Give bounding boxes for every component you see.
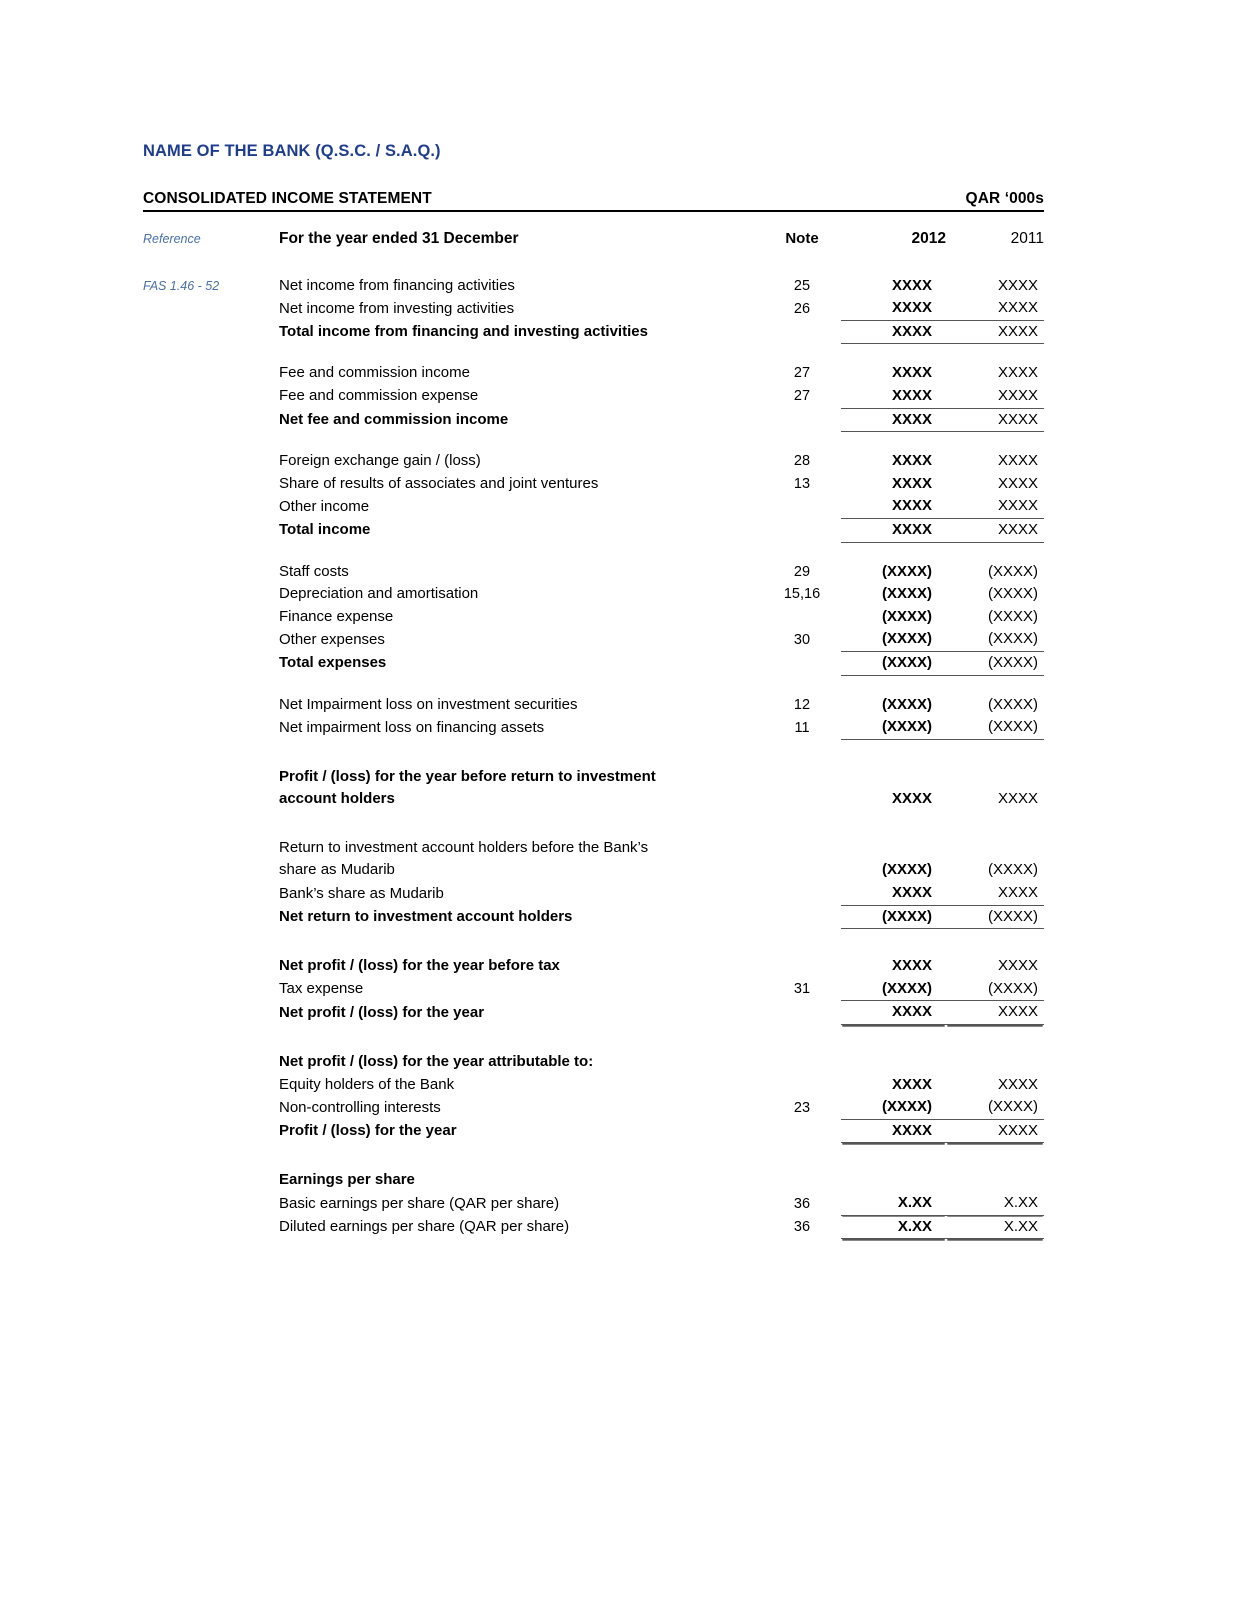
row-note bbox=[763, 1074, 841, 1097]
row-value-2011: XXXX bbox=[997, 276, 1038, 294]
row-value-2011: XXXX bbox=[946, 495, 1044, 518]
row-value-2011: XXXX bbox=[997, 474, 1038, 492]
row-note bbox=[763, 955, 841, 978]
row-note: 26 bbox=[793, 300, 811, 317]
reference-cell bbox=[143, 628, 279, 651]
row-value-2012: XXXX bbox=[841, 320, 946, 344]
row-value-2011: (XXXX) bbox=[946, 978, 1044, 1001]
row-value-2012: (XXXX) bbox=[841, 978, 946, 1001]
row-note bbox=[763, 408, 841, 432]
table-row bbox=[143, 561, 1044, 584]
reference-tag-fas-1-46-52: FAS 1.46 - 52 bbox=[143, 278, 220, 293]
table-row-total bbox=[143, 905, 1044, 929]
row-label: Other expenses bbox=[279, 630, 385, 648]
row-label: Equity holders of the Bank bbox=[279, 1075, 455, 1093]
row-value-2011: XXXX bbox=[946, 385, 1044, 408]
row-label: Diluted earnings per share (QAR per share) bbox=[279, 1218, 570, 1236]
reference-cell bbox=[143, 882, 279, 905]
row-note bbox=[763, 1001, 841, 1025]
table-row bbox=[143, 362, 1044, 385]
statement-title: CONSOLIDATED INCOME STATEMENT bbox=[143, 190, 432, 207]
row-label: Staff costs bbox=[279, 562, 349, 580]
reference-cell bbox=[143, 1001, 279, 1025]
row-value-2012: (XXXX) bbox=[841, 628, 946, 651]
row-note bbox=[763, 905, 841, 929]
row-note: 12 bbox=[793, 696, 811, 713]
row-value-2011: X.XX bbox=[946, 1192, 1044, 1215]
row-value-2012: XXXX bbox=[891, 364, 932, 382]
row-label: Non-controlling interests bbox=[279, 1098, 441, 1116]
row-value-2011-blank bbox=[946, 837, 1044, 860]
column-header-reference: Reference bbox=[143, 232, 201, 246]
row-value-2011 bbox=[946, 1169, 1044, 1192]
row-value-2012 bbox=[841, 1169, 946, 1192]
row-label: Fee and commission expense bbox=[279, 387, 479, 405]
row-label-line-1: Profit / (loss) for the year before return to investment bbox=[279, 767, 656, 785]
row-note: 13 bbox=[793, 475, 811, 492]
row-value-2012: XXXX bbox=[841, 297, 946, 320]
row-value-2012-blank bbox=[841, 766, 946, 789]
table-row-total bbox=[143, 320, 1044, 344]
row-value-2012: XXXX bbox=[841, 495, 946, 518]
table-row bbox=[143, 955, 1044, 978]
reference-cell bbox=[143, 408, 279, 432]
row-value-2011: XXXX bbox=[946, 882, 1044, 905]
row-value-2012: (XXXX) bbox=[881, 607, 932, 625]
row-note bbox=[763, 882, 841, 905]
row-label: Fee and commission income bbox=[279, 364, 470, 382]
row-value-2011: XXXX bbox=[946, 518, 1044, 542]
row-note: 11 bbox=[794, 719, 810, 736]
row-value-2011: XXXX bbox=[997, 452, 1038, 470]
table-row bbox=[143, 1051, 1044, 1074]
row-note bbox=[763, 766, 841, 789]
row-label: Total income bbox=[279, 521, 371, 539]
table-row bbox=[143, 473, 1044, 496]
row-value-2011: XXXX bbox=[997, 790, 1038, 808]
row-value-2011: (XXXX) bbox=[946, 628, 1044, 651]
row-label: Net profit / (loss) for the year attributable to: bbox=[279, 1053, 594, 1071]
reference-cell bbox=[143, 788, 279, 811]
reference-cell bbox=[143, 1169, 279, 1192]
row-label: Net profit / (loss) for the year before tax bbox=[279, 957, 560, 975]
row-note bbox=[763, 837, 841, 860]
table-row bbox=[143, 275, 1044, 298]
row-note: 23 bbox=[793, 1099, 811, 1116]
row-note: 27 bbox=[793, 365, 811, 382]
row-value-2012: XXXX bbox=[891, 957, 932, 975]
table-header-row bbox=[143, 228, 1044, 257]
table-row-total bbox=[143, 651, 1044, 675]
row-note: 30 bbox=[793, 631, 811, 648]
row-value-2011 bbox=[946, 1051, 1044, 1074]
table-row bbox=[143, 606, 1044, 629]
row-note: 29 bbox=[793, 563, 811, 580]
currency-units-label: QAR ‘000s bbox=[965, 190, 1044, 207]
reference-cell bbox=[143, 905, 279, 929]
row-value-2012: XXXX bbox=[841, 385, 946, 408]
table-row-total bbox=[143, 518, 1044, 542]
row-value-2012: (XXXX) bbox=[881, 695, 932, 713]
row-value-2012: (XXXX) bbox=[841, 905, 946, 929]
table-row bbox=[143, 385, 1044, 408]
row-label: Net return to investment account holders bbox=[279, 908, 573, 926]
row-value-2011-blank bbox=[946, 766, 1044, 789]
reference-cell bbox=[143, 297, 279, 320]
row-value-2012: XXXX bbox=[841, 518, 946, 542]
reference-cell bbox=[143, 1192, 279, 1215]
row-note bbox=[763, 495, 841, 518]
row-value-2012: XXXX bbox=[891, 276, 932, 294]
column-header-year-2012: 2012 bbox=[911, 230, 946, 247]
row-label: Net Impairment loss on investment securities bbox=[279, 695, 578, 713]
row-label: Other income bbox=[279, 497, 370, 515]
row-value-2011: XXXX bbox=[997, 957, 1038, 975]
row-value-2012: (XXXX) bbox=[841, 716, 946, 739]
reference-cell bbox=[143, 495, 279, 518]
row-value-2011: XXXX bbox=[997, 1075, 1038, 1093]
reference-cell bbox=[143, 606, 279, 629]
row-value-2011: (XXXX) bbox=[946, 716, 1044, 739]
row-value-2012: XXXX bbox=[891, 474, 932, 492]
reference-cell bbox=[143, 955, 279, 978]
row-value-2012: XXXX bbox=[841, 882, 946, 905]
row-label: Bank’s share as Mudarib bbox=[279, 884, 444, 902]
row-note: 31 bbox=[793, 981, 811, 998]
row-note: 36 bbox=[793, 1195, 811, 1212]
row-value-2011: (XXXX) bbox=[987, 695, 1038, 713]
table-row bbox=[143, 495, 1044, 518]
reference-cell bbox=[143, 561, 279, 584]
row-note bbox=[763, 788, 841, 811]
row-label: Net profit / (loss) for the year bbox=[279, 1003, 485, 1021]
reference-cell bbox=[143, 518, 279, 542]
row-note bbox=[763, 859, 841, 882]
table-row bbox=[143, 1074, 1044, 1097]
row-value-2012: XXXX bbox=[841, 1001, 946, 1025]
column-header-description: For the year ended 31 December bbox=[279, 230, 519, 247]
row-note bbox=[763, 651, 841, 675]
table-row bbox=[143, 859, 1044, 882]
reference-cell bbox=[143, 1096, 279, 1119]
table-row bbox=[143, 694, 1044, 717]
row-note: 27 bbox=[793, 388, 811, 405]
reference-cell bbox=[143, 651, 279, 675]
row-note: 28 bbox=[793, 453, 811, 470]
row-note: 15,16 bbox=[783, 586, 821, 603]
row-label: Finance expense bbox=[279, 607, 394, 625]
row-value-2011: (XXXX) bbox=[946, 905, 1044, 929]
row-value-2011: (XXXX) bbox=[987, 607, 1038, 625]
row-value-2012: X.XX bbox=[841, 1192, 946, 1215]
row-value-2011: XXXX bbox=[946, 1119, 1044, 1143]
table-row bbox=[143, 882, 1044, 905]
reference-cell bbox=[143, 1119, 279, 1143]
row-label: Share of results of associates and joint ventures bbox=[279, 474, 599, 492]
row-note bbox=[763, 1119, 841, 1143]
reference-cell bbox=[143, 385, 279, 408]
row-value-2012: (XXXX) bbox=[841, 651, 946, 675]
row-note: 25 bbox=[793, 277, 811, 294]
row-value-2011: XXXX bbox=[997, 364, 1038, 382]
row-value-2011: (XXXX) bbox=[946, 1096, 1044, 1119]
row-value-2011: XXXX bbox=[946, 297, 1044, 320]
row-note bbox=[763, 1169, 841, 1192]
reference-cell bbox=[143, 859, 279, 882]
row-value-2012: (XXXX) bbox=[881, 861, 932, 879]
row-value-2012: XXXX bbox=[841, 408, 946, 432]
table-row bbox=[143, 978, 1044, 1001]
table-row bbox=[143, 1169, 1044, 1192]
statement-header bbox=[143, 190, 1044, 212]
column-header-note: Note bbox=[785, 230, 819, 247]
row-value-2012: (XXXX) bbox=[881, 585, 932, 603]
row-note bbox=[763, 1051, 841, 1074]
reference-cell bbox=[143, 473, 279, 496]
reference-cell bbox=[143, 978, 279, 1001]
row-label: Net fee and commission income bbox=[279, 411, 509, 429]
table-row bbox=[143, 1215, 1044, 1239]
row-value-2012: X.XX bbox=[841, 1215, 946, 1239]
table-row bbox=[143, 766, 1044, 789]
reference-cell bbox=[143, 1215, 279, 1239]
row-value-2012: XXXX bbox=[841, 1119, 946, 1143]
row-value-2011: X.XX bbox=[946, 1215, 1044, 1239]
section-label-earnings-per-share: Earnings per share bbox=[279, 1171, 415, 1189]
table-row-total bbox=[143, 1119, 1044, 1143]
table-row bbox=[143, 716, 1044, 739]
row-value-2012-blank bbox=[841, 837, 946, 860]
table-row-total bbox=[143, 788, 1044, 811]
table-row bbox=[143, 1096, 1044, 1119]
row-label: Net income from financing activities bbox=[279, 276, 515, 294]
row-label: Net impairment loss on financing assets bbox=[279, 718, 545, 736]
row-label-line-1: Return to investment account holders before the Bank’s bbox=[279, 838, 649, 856]
row-value-2012: (XXXX) bbox=[881, 562, 932, 580]
row-value-2011: XXXX bbox=[946, 408, 1044, 432]
reference-cell bbox=[143, 837, 279, 860]
income-statement-table bbox=[143, 228, 1044, 1239]
reference-cell bbox=[143, 450, 279, 473]
row-value-2011: (XXXX) bbox=[946, 651, 1044, 675]
reference-cell bbox=[143, 716, 279, 739]
table-row-total bbox=[143, 1001, 1044, 1025]
row-label: Tax expense bbox=[279, 980, 364, 998]
row-label: Profit / (loss) for the year bbox=[279, 1122, 457, 1140]
row-note bbox=[763, 518, 841, 542]
reference-cell bbox=[143, 1051, 279, 1074]
row-value-2011: XXXX bbox=[946, 320, 1044, 344]
row-value-2011: XXXX bbox=[946, 1001, 1044, 1025]
row-value-2011: (XXXX) bbox=[987, 585, 1038, 603]
table-row bbox=[143, 297, 1044, 320]
row-value-2011: (XXXX) bbox=[987, 861, 1038, 879]
table-row bbox=[143, 583, 1044, 606]
reference-cell bbox=[143, 583, 279, 606]
row-note bbox=[763, 606, 841, 629]
page-title: NAME OF THE BANK (Q.S.C. / S.A.Q.) bbox=[143, 142, 441, 160]
table-row-total bbox=[143, 408, 1044, 432]
reference-cell bbox=[143, 766, 279, 789]
row-value-2012: XXXX bbox=[891, 790, 932, 808]
reference-cell bbox=[143, 694, 279, 717]
table-row bbox=[143, 837, 1044, 860]
column-header-year-2011: 2011 bbox=[1010, 230, 1044, 247]
row-value-2012: XXXX bbox=[891, 452, 932, 470]
row-label: Total expenses bbox=[279, 654, 387, 672]
reference-cell bbox=[143, 1074, 279, 1097]
row-value-2012: (XXXX) bbox=[841, 1096, 946, 1119]
row-label-line-2: account holders bbox=[279, 790, 395, 808]
row-label-line-2: share as Mudarib bbox=[279, 861, 395, 879]
row-label: Total income from financing and investing activities bbox=[279, 323, 648, 341]
table-row bbox=[143, 450, 1044, 473]
table-row bbox=[143, 628, 1044, 651]
table-row bbox=[143, 1192, 1044, 1215]
row-label: Foreign exchange gain / (loss) bbox=[279, 452, 481, 470]
row-note: 36 bbox=[793, 1219, 811, 1236]
row-label: Basic earnings per share (QAR per share) bbox=[279, 1194, 560, 1212]
row-label: Net income from investing activities bbox=[279, 299, 515, 317]
reference-cell bbox=[143, 320, 279, 344]
row-value-2011: (XXXX) bbox=[987, 562, 1038, 580]
reference-cell bbox=[143, 362, 279, 385]
row-label: Depreciation and amortisation bbox=[279, 585, 479, 603]
row-note bbox=[763, 320, 841, 344]
row-value-2012 bbox=[841, 1051, 946, 1074]
row-value-2012: XXXX bbox=[891, 1075, 932, 1093]
